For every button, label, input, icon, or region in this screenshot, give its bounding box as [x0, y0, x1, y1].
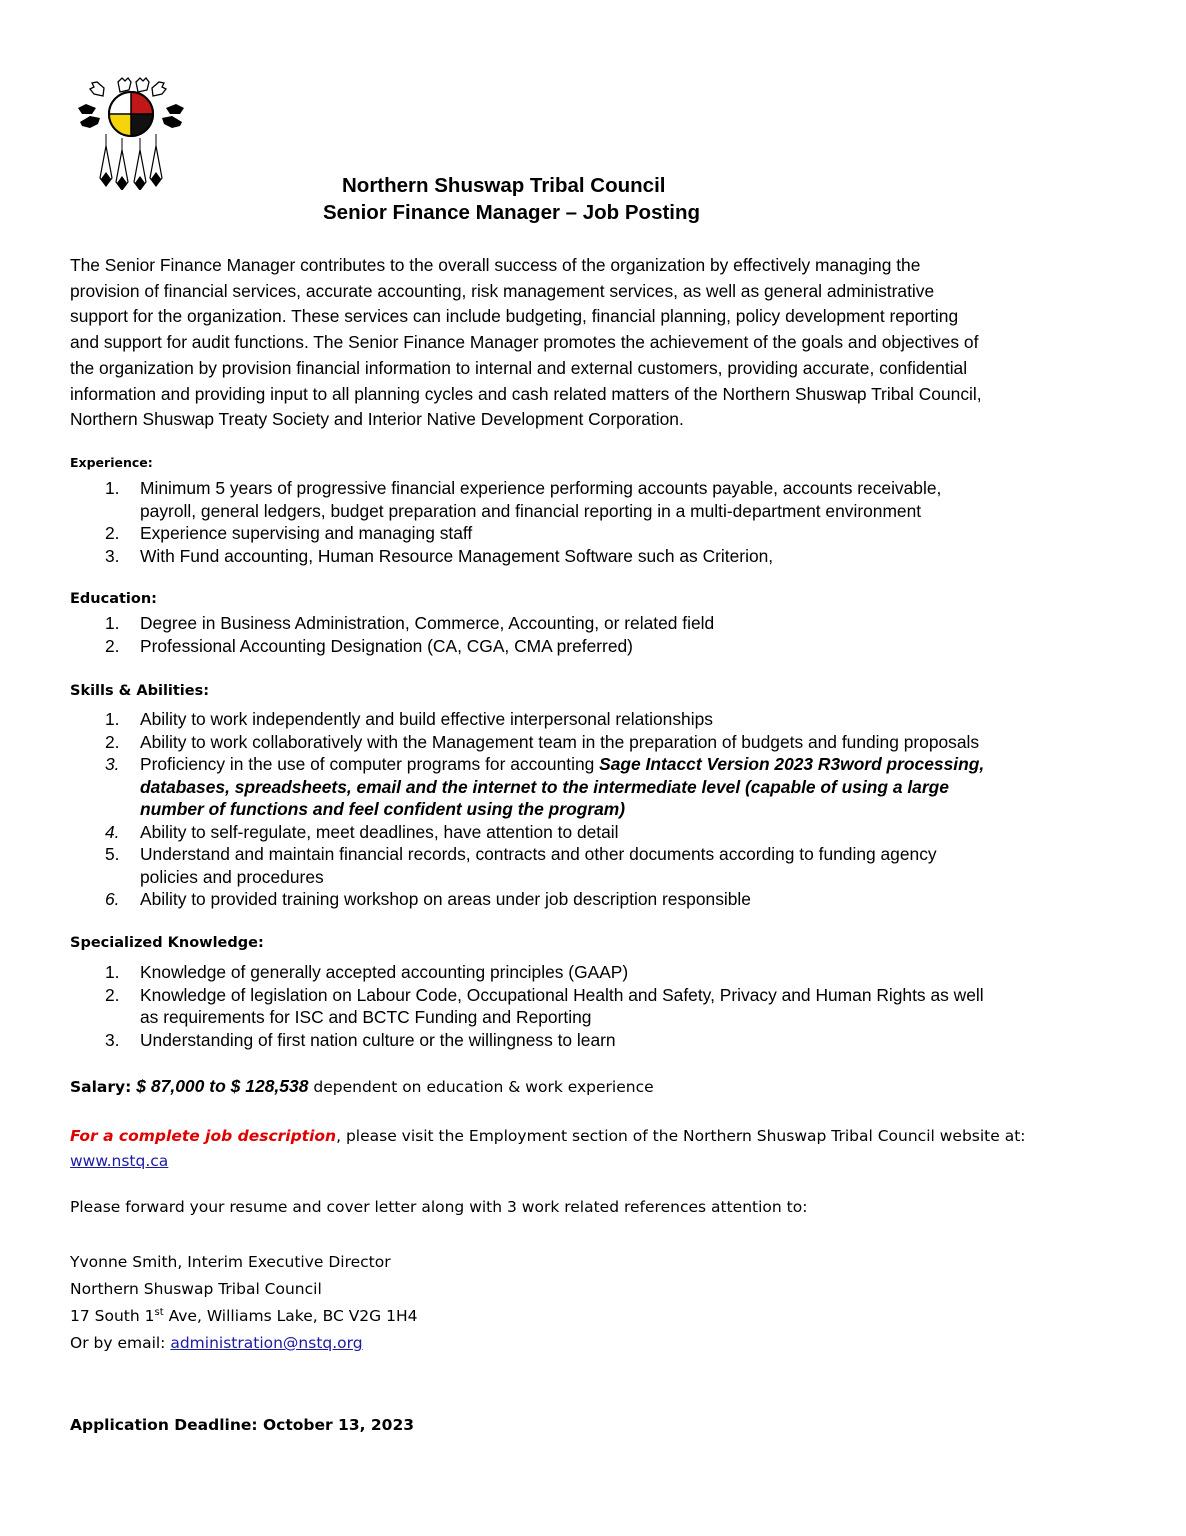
list-text: Knowledge of generally accepted accounting principles (GAAP)	[140, 962, 629, 982]
skills-heading: Skills & Abilities:	[70, 683, 210, 699]
list-number: 3.	[105, 1029, 120, 1050]
list-number: 1.	[105, 478, 120, 498]
address-part: 17 South 1	[70, 1307, 155, 1325]
software-emphasis: Sage Intacct Version 2023 R3word processing,	[599, 754, 985, 774]
list-text: Knowledge of legislation on Labour Code, Occupational Health and Safety, Privacy and Human Rights as well	[140, 984, 984, 1005]
list-item	[0, 753, 1186, 821]
list-text: Ability to provided training workshop on areas under job description responsible	[140, 889, 751, 909]
description-emphasis: For a complete job description	[70, 1127, 337, 1145]
list-number: 2.	[105, 731, 120, 752]
experience-list	[0, 477, 1186, 567]
list-item	[0, 821, 1186, 844]
list-item	[0, 843, 1186, 888]
list-text: Proficiency in the use of computer programs for accounting	[140, 754, 600, 774]
org-title: Northern Shuswap Tribal Council	[342, 174, 666, 197]
list-item	[0, 1029, 1186, 1052]
list-item	[0, 545, 1186, 568]
list-number: 6.	[105, 889, 120, 909]
intro-line: The Senior Finance Manager contributes to the overall success of the organization by effectively managing the	[70, 255, 921, 275]
knowledge-list	[0, 961, 1186, 1051]
skills-list	[0, 708, 1186, 911]
list-item	[0, 888, 1186, 911]
contact-org: Northern Shuswap Tribal Council	[70, 1280, 322, 1298]
address-superscript: st	[154, 1306, 164, 1318]
job-title: Senior Finance Manager – Job Posting	[323, 201, 701, 224]
software-emphasis: number of functions and feel confident using the program)	[140, 799, 626, 819]
email-label: Or by email:	[70, 1334, 171, 1352]
list-text: Ability to self-regulate, meet deadlines, have attention to detail	[140, 821, 619, 842]
list-text: payroll, general ledgers, budget preparation and financial reporting in a multi-department environment	[140, 500, 922, 521]
list-text: Understand and maintain financial records, contracts and other documents according to funding agency	[140, 844, 937, 864]
email-link[interactable]: administration@nstq.org	[170, 1334, 363, 1352]
list-item	[0, 961, 1186, 984]
list-text: Ability to work independently and build effective interpersonal relationships	[140, 709, 713, 729]
education-list	[0, 612, 1186, 657]
list-number: 3.	[105, 754, 120, 774]
description-line	[70, 1127, 1026, 1145]
experience-heading: Experience:	[70, 455, 153, 470]
list-item	[0, 635, 1186, 658]
list-text: Ability to work collaboratively with the Management team in the preparation of budgets and funding proposals	[140, 731, 980, 752]
intro-line: information and providing input to all planning cycles and cash related matters of the Northern Shuswap Tribal Council,	[70, 383, 982, 404]
salary-line	[70, 1076, 654, 1097]
list-number: 2.	[105, 523, 120, 543]
contact-email-line	[70, 1334, 363, 1352]
list-text: With Fund accounting, Human Resource Management Software such as Criterion,	[140, 545, 774, 566]
list-number: 4.	[105, 821, 120, 842]
intro-paragraph	[70, 253, 1100, 433]
list-number: 1.	[105, 962, 120, 982]
list-item	[0, 612, 1186, 635]
list-number: 3.	[105, 545, 120, 566]
contact-name: Yvonne Smith, Interim Executive Director	[70, 1253, 391, 1271]
intro-line: the organization by provision financial information to internal and external customers, providing accurate, confidential	[70, 357, 968, 378]
intro-line: Northern Shuswap Treaty Society and Interior Native Development Corporation.	[70, 409, 684, 430]
list-number: 1.	[105, 709, 120, 729]
list-item	[0, 984, 1186, 1029]
contact-address	[70, 1307, 417, 1325]
list-number: 5.	[105, 844, 120, 864]
list-text: Degree in Business Administration, Commerce, Accounting, or related field	[140, 613, 715, 633]
website-line	[70, 1152, 168, 1170]
intro-line: support for the organization. These services can include budgeting, financial planning, policy development reporting	[70, 306, 959, 327]
salary-range: $ 87,000 to $ 128,538	[136, 1076, 309, 1096]
list-item	[0, 708, 1186, 731]
forward-instructions: Please forward your resume and cover letter along with 3 work related references attention to:	[70, 1198, 808, 1216]
list-text: as requirements for ISC and BCTC Funding and Reporting	[140, 1007, 592, 1027]
list-text: Understanding of first nation culture or the willingness to learn	[140, 1029, 616, 1050]
education-heading: Education:	[70, 591, 157, 607]
software-emphasis: databases, spreadsheets, email and the internet to the intermediate level (capable of using a large	[140, 776, 949, 797]
list-item	[0, 731, 1186, 754]
intro-line: and support for audit functions. The Senior Finance Manager promotes the achievement of the goals and objectives of	[70, 332, 979, 353]
list-item	[0, 477, 1186, 522]
list-number: 2.	[105, 635, 120, 656]
application-deadline: Application Deadline: October 13, 2023	[70, 1416, 415, 1434]
list-text: Minimum 5 years of progressive financial experience performing accounts payable, accounts receivable,	[140, 478, 942, 498]
intro-line: provision of financial services, accurate accounting, risk management services, as well as general administrative	[70, 280, 935, 301]
description-text: , please visit the Employment section of the Northern Shuswap Tribal Council website at:	[336, 1127, 1026, 1145]
list-number: 2.	[105, 984, 120, 1005]
list-text: Professional Accounting Designation (CA, CGA, CMA preferred)	[140, 635, 633, 656]
posting-title	[0, 172, 1186, 226]
website-link[interactable]: www.nstq.ca	[70, 1152, 169, 1170]
list-item	[0, 522, 1186, 545]
list-text: policies and procedures	[140, 866, 324, 887]
knowledge-heading: Specialized Knowledge:	[70, 935, 264, 951]
address-part: Ave, Williams Lake, BC V2G 1H4	[163, 1307, 418, 1325]
salary-label: Salary:	[70, 1078, 132, 1096]
list-text: Experience supervising and managing staff	[140, 523, 473, 543]
list-number: 1.	[105, 613, 120, 633]
salary-note: dependent on education & work experience	[308, 1078, 654, 1096]
